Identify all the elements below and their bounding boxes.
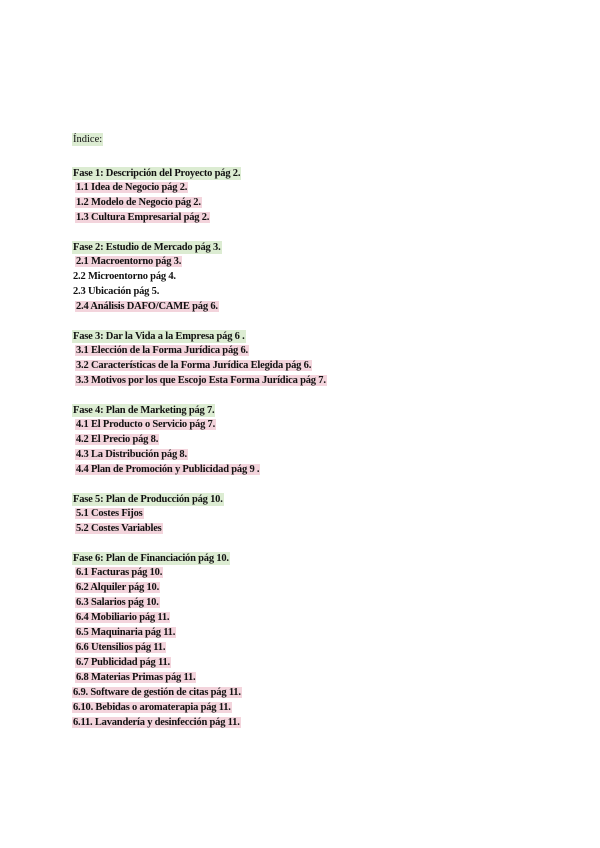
toc-entry-text: 5.1 Costes Fijos	[76, 508, 143, 519]
toc-entry	[72, 656, 572, 671]
toc-entry	[72, 300, 572, 315]
toc-entry	[72, 255, 572, 270]
toc-entry-text: 3.3 Motivos por los que Escojo Esta Forma Jurídica pág 7.	[76, 375, 326, 386]
phase-title-row	[72, 400, 572, 418]
toc-entry	[72, 285, 572, 300]
phase-title-row	[72, 326, 572, 344]
toc-entry	[72, 686, 572, 701]
toc-entry	[72, 211, 572, 226]
toc-entry	[72, 374, 572, 389]
phase-title: Fase 3: Dar la Vida a la Empresa pág 6 .	[73, 331, 245, 342]
toc-entry-text: 6.3 Salarios pág 10.	[76, 597, 159, 608]
toc-entry	[72, 611, 572, 626]
toc-phase-section	[72, 163, 572, 226]
toc-phase-section	[72, 326, 572, 389]
toc-entry	[72, 626, 572, 641]
toc-entry	[72, 507, 572, 522]
phase-title: Fase 4: Plan de Marketing pág 7.	[73, 405, 215, 416]
toc-sections	[72, 163, 572, 731]
phase-title: Fase 2: Estudio de Mercado pág 3.	[73, 242, 221, 253]
toc-entry-text: 4.1 El Producto o Servicio pág 7.	[76, 419, 216, 430]
toc-entry-text: 6.5 Maquinaria pág 11.	[76, 627, 176, 638]
toc-entry-text: 2.1 Macroentorno pág 3.	[76, 256, 182, 267]
toc-entry	[72, 433, 572, 448]
table-of-contents	[72, 129, 572, 742]
toc-entry	[72, 359, 572, 374]
toc-entry	[72, 181, 572, 196]
toc-entry-text: 6.7 Publicidad pág 11.	[76, 657, 170, 668]
toc-entry-text: 2.3 Ubicación pág 5.	[73, 286, 160, 297]
toc-entry	[72, 671, 572, 686]
toc-entry-text: 5.2 Costes Variables	[76, 523, 162, 534]
toc-entry-text: 6.4 Mobiliario pág 11.	[76, 612, 170, 623]
toc-entry	[72, 581, 572, 596]
toc-phase-section	[72, 489, 572, 537]
toc-entry	[72, 463, 572, 478]
toc-entry-text: 1.3 Cultura Empresarial pág 2.	[76, 212, 210, 223]
toc-entry-text: 1.1 Idea de Negocio pág 2.	[76, 182, 188, 193]
phase-title-row	[72, 237, 572, 255]
toc-entry	[72, 701, 572, 716]
phase-title: Fase 6: Plan de Financiación pág 10.	[73, 553, 229, 564]
toc-entry-text: 6.8 Materias Primas pág 11.	[76, 672, 196, 683]
toc-entry-text: 2.4 Análisis DAFO/CAME pág 6.	[76, 301, 218, 312]
toc-entry-text: 4.2 El Precio pág 8.	[76, 434, 159, 445]
phase-title-row	[72, 489, 572, 507]
toc-phase-section	[72, 548, 572, 731]
phase-title: Fase 1: Descripción del Proyecto pág 2.	[73, 168, 241, 179]
index-title-row	[72, 129, 572, 163]
toc-entry	[72, 566, 572, 581]
toc-entry-text: 6.10. Bebidas o aromaterapia pág 11.	[73, 702, 231, 713]
toc-entry	[72, 596, 572, 611]
toc-entry-text: 6.9. Software de gestión de citas pág 11.	[73, 687, 241, 698]
toc-entry-text: 3.2 Características de la Forma Jurídica Elegida pág 6.	[76, 360, 312, 371]
toc-entry	[72, 418, 572, 433]
toc-entry	[72, 196, 572, 211]
index-title: Índice:	[73, 134, 103, 145]
toc-entry-text: 6.1 Facturas pág 10.	[76, 567, 163, 578]
toc-entry-text: 3.1 Elección de la Forma Jurídica pág 6.	[76, 345, 248, 356]
toc-entry-text: 6.2 Alquiler pág 10.	[76, 582, 160, 593]
phase-title-row	[72, 548, 572, 566]
toc-entry	[72, 716, 572, 731]
phase-title-row	[72, 163, 572, 181]
toc-entry	[72, 344, 572, 359]
toc-entry	[72, 522, 572, 537]
toc-entry-text: 4.4 Plan de Promoción y Publicidad pág 9 .	[76, 464, 260, 475]
toc-entry	[72, 270, 572, 285]
toc-entry	[72, 641, 572, 656]
toc-phase-section	[72, 237, 572, 315]
toc-entry-text: 2.2 Microentorno pág 4.	[73, 271, 176, 282]
toc-entry-text: 1.2 Modelo de Negocio pág 2.	[76, 197, 201, 208]
phase-title: Fase 5: Plan de Producción pág 10.	[73, 494, 223, 505]
toc-phase-section	[72, 400, 572, 478]
toc-entry	[72, 448, 572, 463]
toc-entry-text: 4.3 La Distribución pág 8.	[76, 449, 187, 460]
toc-entry-text: 6.6 Utensilios pág 11.	[76, 642, 166, 653]
toc-entry-text: 6.11. Lavandería y desinfección pág 11.	[73, 717, 240, 728]
